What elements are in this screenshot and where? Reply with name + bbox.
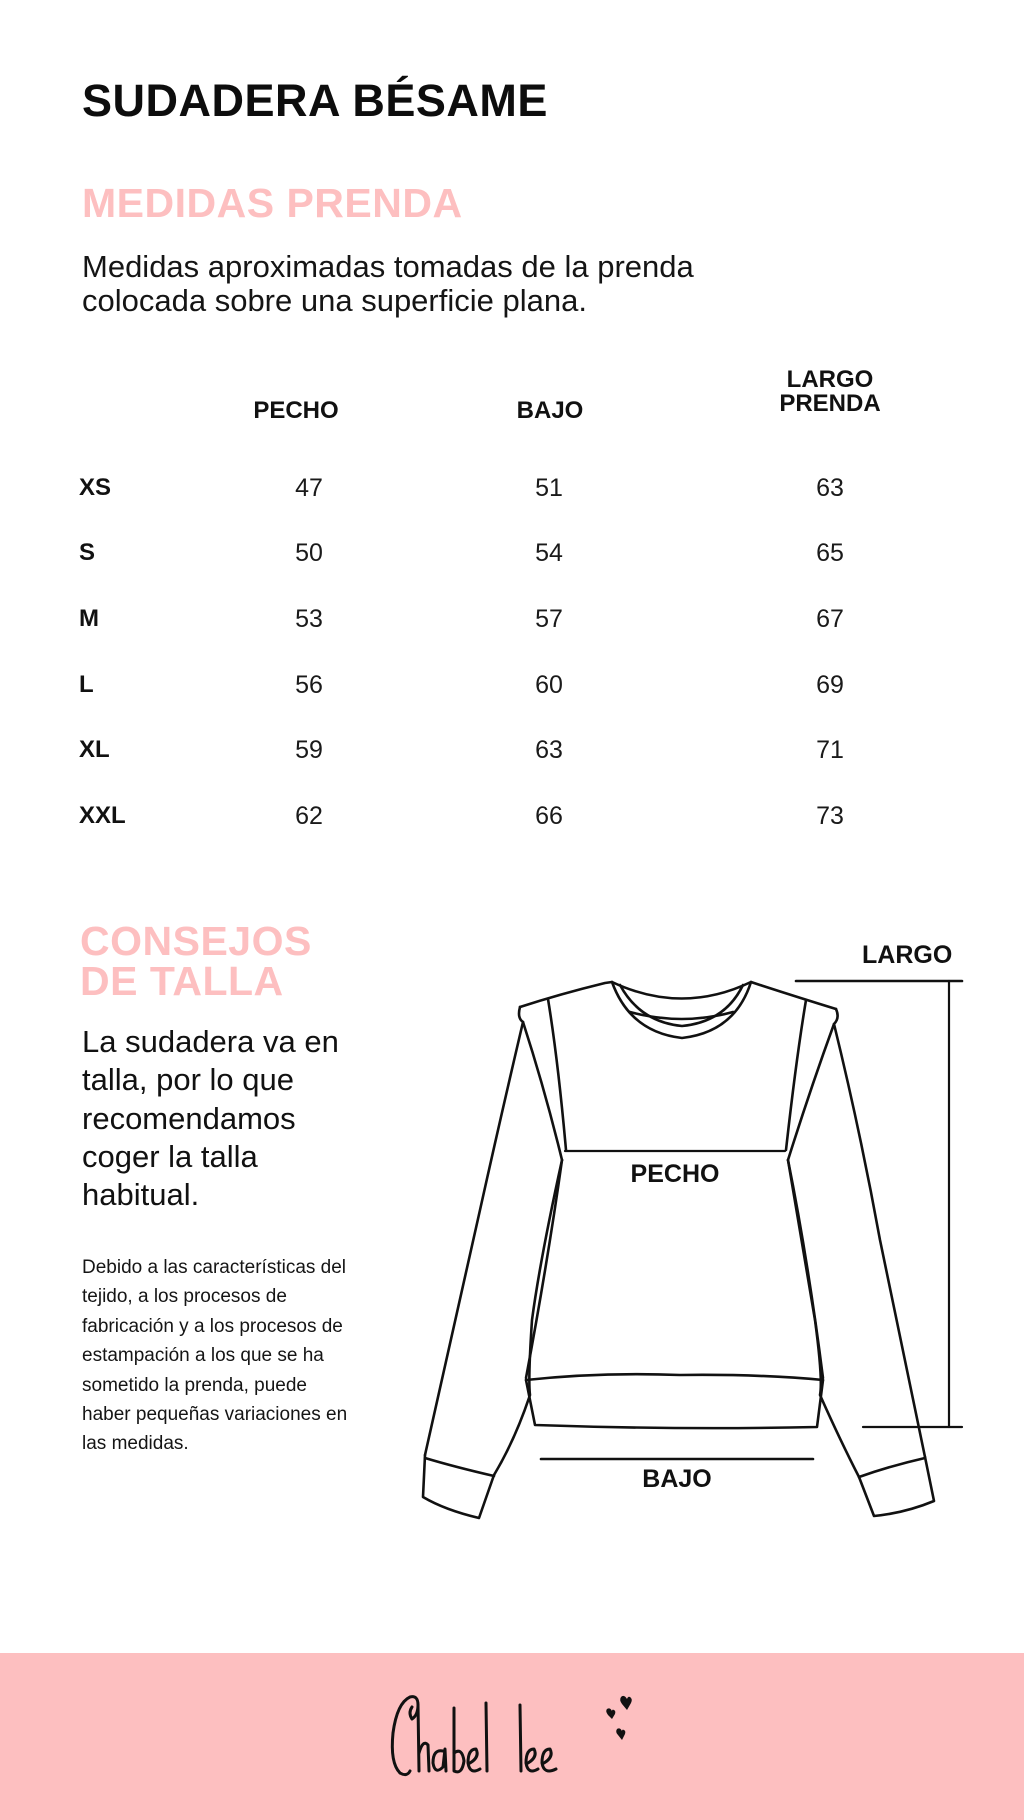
note-line: sometido la prenda, puede bbox=[82, 1374, 307, 1396]
size-label: M bbox=[79, 605, 99, 632]
sweater-outline-icon bbox=[423, 982, 934, 1518]
tip-line: talla, por lo que bbox=[82, 1062, 294, 1098]
pecho-value: 47 bbox=[295, 474, 323, 502]
bajo-value: 57 bbox=[535, 605, 563, 633]
bajo-value: 60 bbox=[535, 671, 563, 699]
advice-heading-line: DE TALLA bbox=[80, 958, 284, 1004]
largo-value: 67 bbox=[816, 605, 844, 633]
size-label: L bbox=[79, 671, 94, 698]
size-label: S bbox=[79, 539, 96, 566]
advice-heading-line: CONSEJOS bbox=[80, 918, 312, 964]
size-label: XL bbox=[79, 736, 110, 763]
bajo-value: 51 bbox=[535, 474, 563, 502]
page-title: SUDADERA BÉSAME bbox=[82, 75, 548, 126]
pecho-value: 59 bbox=[295, 736, 323, 764]
header-line: LARGO bbox=[786, 366, 874, 393]
hearts-icon bbox=[606, 1696, 632, 1740]
header-line: PRENDA bbox=[779, 390, 881, 417]
note-line: tejido, a los procesos de bbox=[82, 1286, 287, 1308]
footer-band bbox=[0, 1653, 1024, 1820]
note-line: fabricación y a los procesos de bbox=[82, 1315, 343, 1337]
measurements-heading: MEDIDAS PRENDA bbox=[82, 180, 463, 226]
pecho-value: 62 bbox=[295, 802, 323, 830]
largo-label: LARGO bbox=[862, 941, 953, 969]
pecho-label: PECHO bbox=[630, 1160, 720, 1188]
largo-value: 71 bbox=[816, 736, 844, 764]
description-line: Medidas aproximadas tomadas de la prenda bbox=[82, 249, 694, 284]
tip-line: recomendamos bbox=[82, 1100, 296, 1136]
bajo-value: 66 bbox=[535, 802, 563, 830]
tip-line: coger la talla bbox=[82, 1138, 258, 1174]
largo-value: 69 bbox=[816, 671, 844, 699]
brand-signature-icon bbox=[392, 1697, 556, 1775]
largo-value: 73 bbox=[816, 802, 844, 830]
size-label: XXL bbox=[79, 802, 126, 829]
largo-value: 63 bbox=[816, 474, 844, 502]
pecho-value: 56 bbox=[295, 671, 323, 699]
pecho-value: 50 bbox=[295, 539, 323, 567]
pecho-value: 53 bbox=[295, 605, 323, 633]
brand-logo bbox=[0, 1653, 1024, 1820]
note-line: las medidas. bbox=[82, 1433, 189, 1455]
tip-line: La sudadera va en bbox=[82, 1024, 339, 1059]
column-header-pecho: PECHO bbox=[253, 397, 339, 424]
note-line: Debido a las características del bbox=[82, 1257, 347, 1278]
largo-value: 65 bbox=[816, 539, 844, 567]
column-header-bajo: BAJO bbox=[516, 397, 584, 424]
bajo-label: BAJO bbox=[642, 1465, 712, 1493]
description-line: colocada sobre una superficie plana. bbox=[82, 283, 587, 318]
note-line: haber pequeñas variaciones en bbox=[82, 1404, 348, 1426]
size-label: XS bbox=[79, 474, 112, 501]
bajo-value: 54 bbox=[535, 539, 563, 567]
bajo-value: 63 bbox=[535, 736, 563, 764]
tip-line: habitual. bbox=[82, 1177, 200, 1213]
note-line: estampación a los que se ha bbox=[82, 1345, 324, 1367]
